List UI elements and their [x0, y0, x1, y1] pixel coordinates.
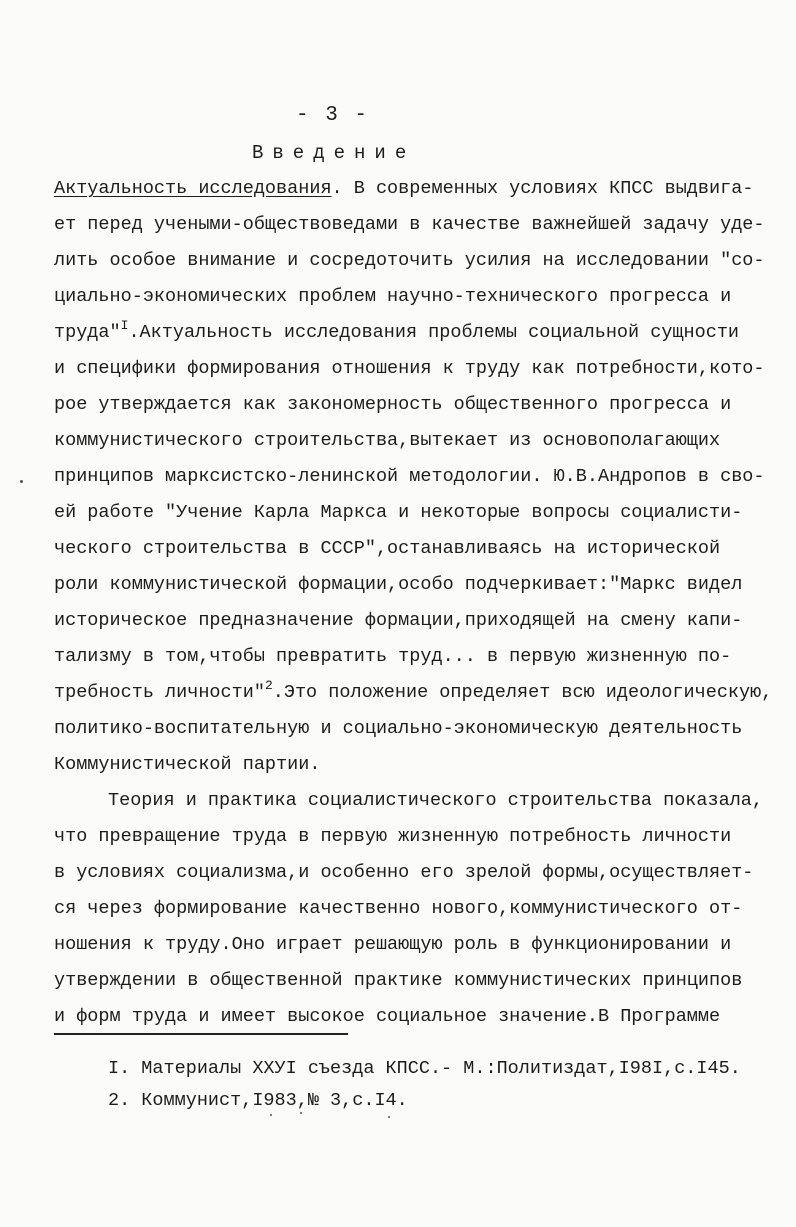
text-line: что превращение труда в первую жизненную потребность личности — [54, 826, 732, 847]
text-line: циально-экономических проблем научно-технического прогресса и — [54, 286, 732, 307]
text-line: историческое предназначение формации,приходящей на смену капи- — [54, 610, 743, 631]
text-line: рое утверждается как закономерность общественного прогресса и — [54, 394, 732, 415]
text-line: Теория и практика социалистического строительства показала, — [108, 790, 764, 811]
scan-speck — [270, 1114, 272, 1116]
text-line: и специфики формирования отношения к труду как потребности,кото- — [54, 358, 765, 379]
footnote-1: I. Материалы ХХУI съезда КПСС.- М.:Политиздат,I98I,с.I45. — [108, 1058, 741, 1079]
text-line: ей работе "Учение Карла Маркса и некоторые вопросы социалисти- — [54, 502, 743, 523]
text-line: политико-воспитательную и социально-экономическую деятельность — [54, 718, 743, 739]
text-line: ет перед учеными-обществоведами в качестве важнейшей задачу уде- — [54, 214, 765, 235]
text-line: ношения к труду.Оно играет решающую роль в функционировании и — [54, 934, 732, 955]
scan-speck — [388, 1116, 390, 1118]
text-line: принципов марксистско-ленинской методологии. Ю.В.Андропов в сво- — [54, 466, 765, 487]
topic-lead: Актуальность исследования — [54, 178, 332, 199]
text-line: ся через формирование качественно нового,коммунистического от- — [54, 898, 743, 919]
footnote-ref: 2 — [264, 678, 273, 693]
scan-speck — [300, 1112, 302, 1114]
text-line: роли коммунистической формации,особо подчеркивает:"Маркс видел — [54, 574, 743, 595]
text-line: Актуальность исследования. В современных условиях КПСС выдвига- — [54, 178, 754, 199]
text-line: Коммунистической партии. — [54, 754, 321, 775]
text-line: тализму в том,чтобы превратить труд... в первую жизненную по- — [54, 646, 732, 667]
text-line: труда"$^I$.Актуальность исследования проблемы социальной сущности — [54, 318, 740, 343]
text-line: ческого строительства в СССР",останавливаясь на исторической — [54, 538, 721, 559]
section-heading: Введение — [252, 142, 416, 164]
scan-speck — [20, 480, 23, 483]
footnote-ref: I — [120, 318, 129, 333]
page-number: - 3 - — [296, 104, 370, 127]
footnote-2: 2. Коммунист,I983,№ 3,с.I4. — [108, 1090, 408, 1111]
text-line: и форм труда и имеет высокое социальное значение.В Программе — [54, 1006, 721, 1027]
text-line: в условиях социализма,и особенно его зрелой формы,осуществляет- — [54, 862, 754, 883]
text-line: коммунистического строительства,вытекает из основополагающих — [54, 430, 721, 451]
footnote-divider — [54, 1033, 348, 1035]
text-line: требность личности"$^2$.Это положение определяет всю идеологическую, — [54, 678, 773, 703]
text-line: утверждении в общественной практике коммунистических принципов — [54, 970, 743, 991]
text-line: лить особое внимание и сосредоточить усилия на исследовании "со- — [54, 250, 765, 271]
